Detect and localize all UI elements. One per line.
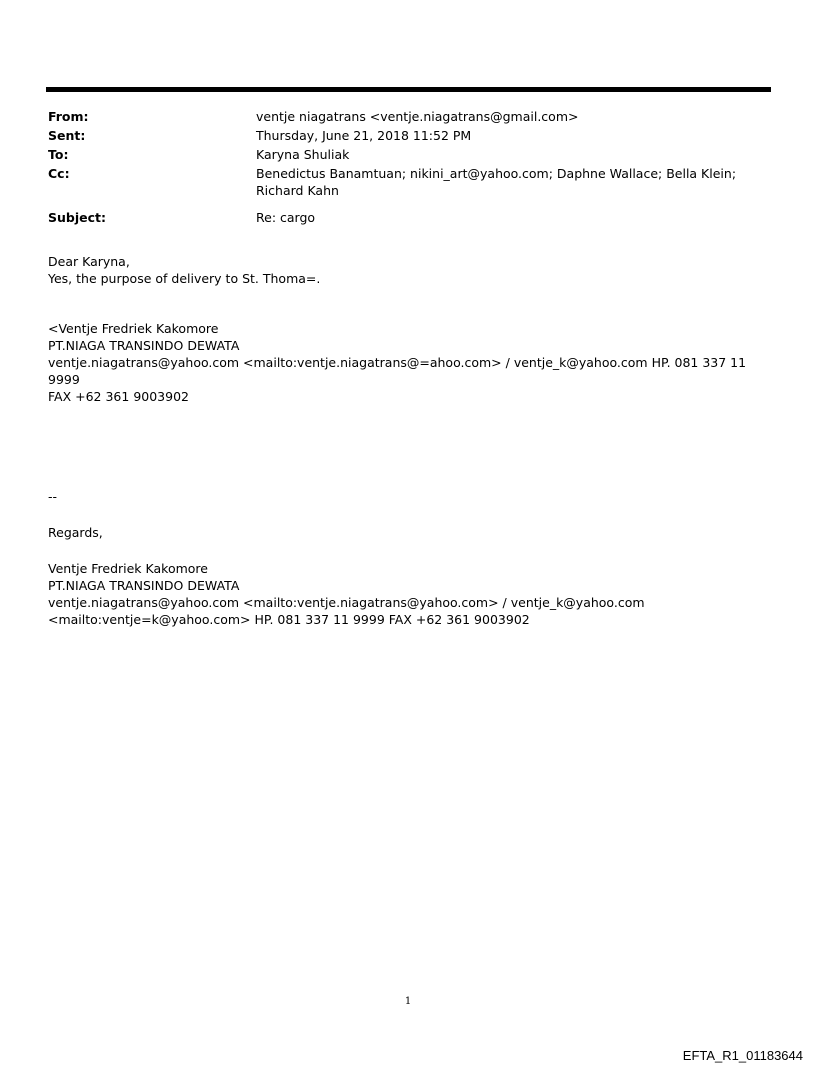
from-label: From: [48, 109, 89, 124]
body-line: Yes, the purpose of delivery to St. Thoma=. [48, 271, 321, 286]
signature-separator: -- [48, 489, 58, 504]
from-row [48, 108, 768, 125]
signature-name: <Ventje Fredriek Kakomore [48, 321, 219, 336]
subject-row [48, 209, 768, 226]
email-headers [48, 108, 768, 228]
signature2-contact-line1: ventje.niagatrans@yahoo.com <mailto:ventje.niagatrans@yahoo.com> / ventje_k@yahoo.com [48, 595, 645, 610]
cc-row [48, 165, 768, 199]
to-value: Karyna Shuliak [256, 147, 350, 162]
signature-contact: ventje.niagatrans@yahoo.com <mailto:ventje.niagatrans@=ahoo.com> / ventje_k@yahoo.com HP. 081 337 11 9999 [48, 355, 747, 387]
subject-label: Subject: [48, 210, 106, 225]
sent-label: Sent: [48, 128, 86, 143]
regards: Regards, [48, 525, 103, 540]
cc-value: Benedictus Banamtuan; nikini_art@yahoo.com; Daphne Wallace; Bella Klein; Richard Kahn [256, 166, 737, 198]
signature2-company: PT.NIAGA TRANSINDO DEWATA [48, 578, 240, 593]
subject-value: Re: cargo [256, 210, 316, 225]
greeting: Dear Karyna, [48, 254, 130, 269]
signature2-name: Ventje Fredriek Kakomore [48, 561, 208, 576]
document-id: EFTA_R1_01183644 [682, 1048, 803, 1063]
sent-row [48, 127, 768, 144]
signature-company: PT.NIAGA TRANSINDO DEWATA [48, 338, 240, 353]
sent-value: Thursday, June 21, 2018 11:52 PM [256, 128, 472, 143]
from-value: ventje niagatrans <ventje.niagatrans@gmail.com> [256, 109, 579, 124]
page-number: 1 [404, 996, 412, 1007]
signature-fax: FAX +62 361 9003902 [48, 389, 189, 404]
header-rule [46, 87, 771, 92]
cc-label: Cc: [48, 166, 70, 181]
to-label: To: [48, 147, 69, 162]
email-body [48, 253, 778, 628]
to-row [48, 146, 768, 163]
signature2-contact-line2: <mailto:ventje=k@yahoo.com> HP. 081 337 11 9999 FAX +62 361 9003902 [48, 612, 530, 627]
